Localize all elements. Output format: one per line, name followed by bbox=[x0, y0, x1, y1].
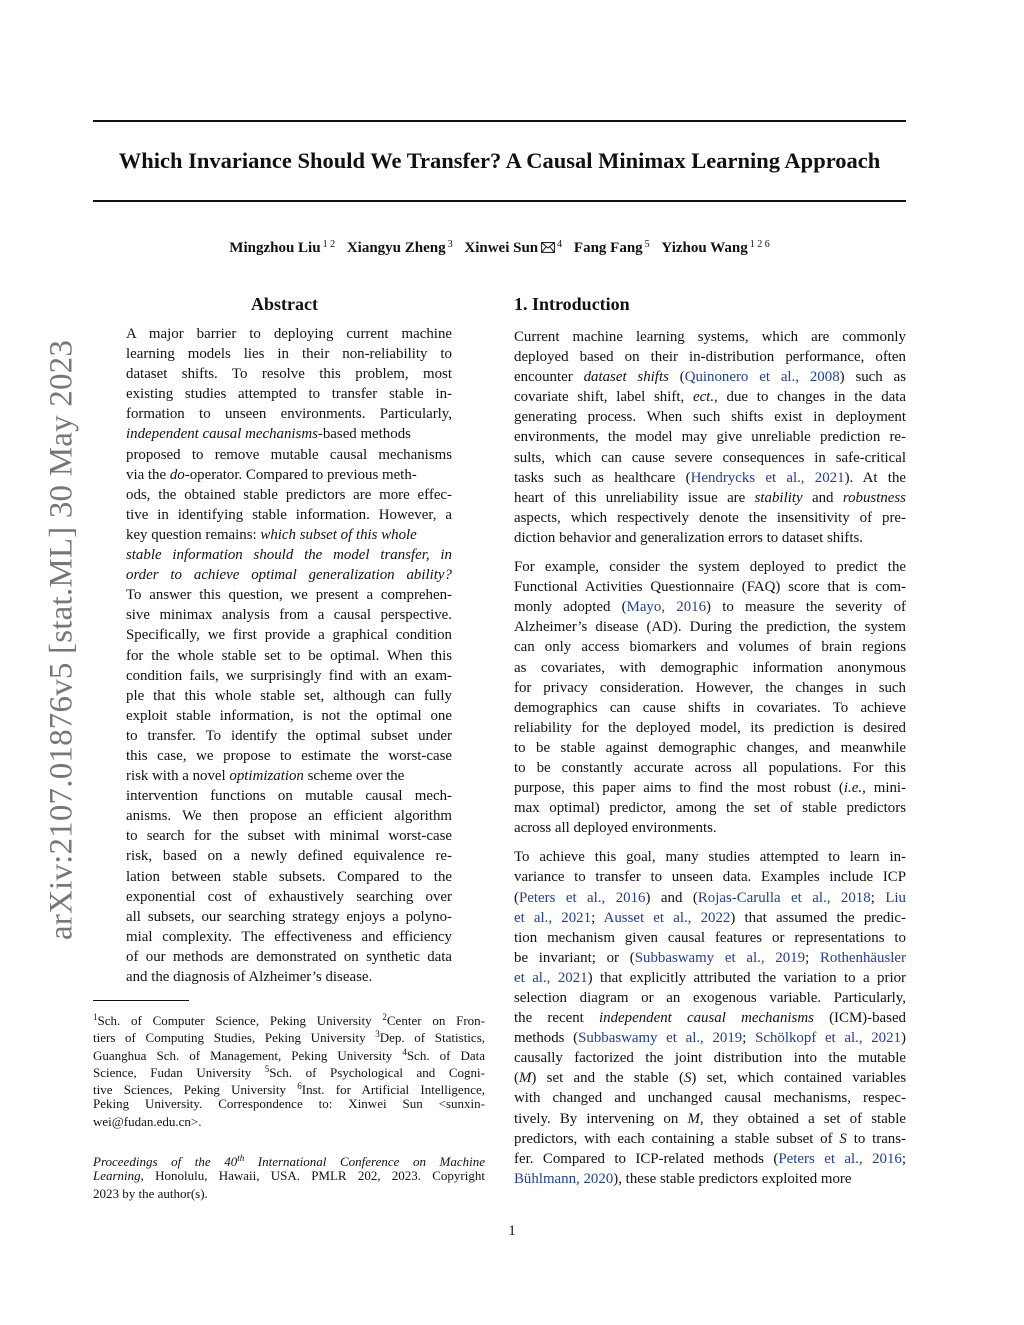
introduction-text bbox=[514, 327, 906, 1198]
citation-link[interactable]: Subbaswamy et al., 2019 bbox=[578, 1030, 743, 1047]
author-list bbox=[93, 235, 906, 258]
citation-link[interactable]: Peters et al., 2016 bbox=[518, 889, 646, 906]
introduction-heading: 1. Introduction bbox=[514, 294, 630, 314]
title-rule-top bbox=[93, 120, 906, 122]
abstract-text: A major barrier to deploying current machine learning models lies in their non-reliability to dataset shifts. To resolve this problem, most existing studies attempted to transfer stable in- formation to unseen environments. Particularly, independent causal mechanisms-based methods proposed to remove mutable causal mechanisms via the do-operator. Compared to previous meth- ods, the obtained stable predictors are more effec- tive in identifying stable information. However, a key question remains: which subset of this whole stable information should the model transfer, in order to achieve optimal generalization ability? To answer this question, we present a comprehen- sive minimax analysis from a causal perspective. Specifically, we first provide a graphical condition for the whole stable set to be optimal. When this condition fails, we surprisingly find with an exam- ple that this whole stable set, although can fully exploit stable information, is not the optimal one to transfer. To identify the optimal subset under this case, we propose to estimate the worst-case risk with a novel optimization scheme over the intervention functions on mutable causal mech- anisms. We then propose an efficient algorithm to search for the subset with minimal worst-case risk, based on a newly defined equivalence re- lation between stable subsets. Compared to the exponential cost of exhaustively searching over all subsets, our searching strategy enjoys a polyno- mial complexity. The effectiveness and efficiency of our methods are demonstrated on synthetic data and the diagnosis of Alzheimer’s disease. bbox=[126, 326, 452, 985]
citation-link[interactable]: Rojas-Carulla et al., 2018 bbox=[697, 889, 871, 906]
title-rule-bottom bbox=[93, 200, 906, 202]
citation-link[interactable]: et al., 2021 bbox=[514, 969, 588, 986]
envelope-icon bbox=[541, 242, 555, 253]
author: Xinwei Sun $^4$ bbox=[464, 239, 563, 256]
citation-link[interactable]: Bühlmann, 2020 bbox=[514, 1170, 614, 1187]
citation-link[interactable]: Hendrycks et al., 2021 bbox=[690, 469, 845, 486]
citation-link[interactable]: Peters et al., 2016 bbox=[778, 1150, 902, 1167]
citation-link[interactable]: Liu bbox=[885, 889, 906, 906]
paragraph: To achieve this goal, many studies attempted to learn in- variance to transfer to unseen data. Examples include ICP (Peters et al., 2016) and (Rojas-Carulla et al., 2018; Liu et al., 2021; Ausset et al., 2022) that assumed the predic- tion mechanism given causal features or representations to be invariant; or (Subbaswamy et al., 2019; Rothenhäusler et al., 2021) that explicitly attributed the variation to a prior selection diagram or an exogenous variable. Particularly, the recent independent causal mechanisms (ICM)-based methods (Subbaswamy et al., 2019; Schölkopf et al., 2021) causally factorized the joint distribution into the mutable (M) set and the stable (S) set, which contained variables with changed and unchanged causal mechanisms, respec- tively. By intervening on M, they obtained a set of stable predictors, with each containing a stable subset of S to trans- fer. Compared to ICP-related methods (Peters et al., 2016; Bühlmann, 2020), these stable predictors exploited more bbox=[514, 849, 907, 1187]
affiliations-footnote: $^1$Sch. of Computer Science, Peking University $^2$Center on Fron- tiers of Computing Studies, Peking University $^3$Dep. of Statistics, Guanghua Sch. of Management, Peking University $^4$Sch. of Data Science, Fudan University $^5$Sch. of Psychological and Cogni- tive Sciences, Peking University $^6$Inst. for Artificial Intelligence, Peking University. Correspondence to: Xinwei Sun <sunxin- wei@fudan.edu.cn>. bbox=[93, 1012, 485, 1129]
citation-link[interactable]: Ausset et al., 2022 bbox=[603, 909, 731, 926]
author: Mingzhou Liu $^{1 2}$ bbox=[229, 239, 336, 256]
paragraph: For example, consider the system deployed to predict the Functional Activities Questionnaire (FAQ) score that is com- monly adopted (Mayo, 2016) to measure the severity of Alzheimer’s disease (AD). During the prediction, the system can only access biomarkers and volumes of brain regions as covariates, with demographic information anonymous for privacy consideration. However, the changes in such demographics can cause shifts in covariates. To achieve reliability for the deployed model, its prediction is desired to be stable against demographic changes, and meanwhile to be constantly accurate across all populations. For this purpose, this paper aims to find the most robust (i.e., mini- max optimal) predictor, among the set of stable predictors across all deployed environments. bbox=[514, 559, 906, 837]
footnote-rule bbox=[93, 1000, 189, 1001]
author: Xiangyu Zheng $^3$ bbox=[346, 239, 453, 256]
abstract-heading: Abstract bbox=[251, 294, 318, 314]
citation-link[interactable]: Rothenhäusler bbox=[819, 949, 906, 966]
citation-link[interactable]: Schölkopf et al., 2021 bbox=[755, 1030, 902, 1047]
proceedings-note: Proceedings of the 40th International Conference on Machine Learning, Honolulu, Hawaii, USA. PMLR 202, 2023. Copyright 2023 by the author(s). bbox=[93, 1153, 485, 1201]
citation-link[interactable]: et al., 2021 bbox=[514, 909, 592, 926]
citation-link[interactable]: Quinonero et al., 2008 bbox=[684, 369, 840, 386]
author: Fang Fang $^5$ bbox=[573, 239, 650, 256]
page-number: 1 bbox=[508, 1223, 516, 1239]
author: Yizhou Wang $^{1 2 6}$ bbox=[661, 239, 770, 256]
paper-title: Which Invariance Should We Transfer? A Causal Minimax Learning Approach bbox=[118, 148, 881, 173]
paragraph: Current machine learning systems, which are commonly deployed based on their in-distribution performance, often encounter dataset shifts (Quinonero et al., 2008) such as covariate shift, label shift, ect., due to changes in the data generating process. When such shifts exist in deployment environments, the model may give unreliable prediction re- sults, which can cause severe consequences in safe-critical tasks such as healthcare (Hendrycks et al., 2021). At the heart of this unreliability issue are stability and robustness aspects, which respectively denote the insensitivity of pre- diction behavior and generalization errors to dataset shifts. bbox=[514, 329, 906, 546]
citation-link[interactable]: Mayo, 2016 bbox=[626, 599, 707, 616]
citation-link[interactable]: Subbaswamy et al., 2019 bbox=[634, 949, 806, 966]
